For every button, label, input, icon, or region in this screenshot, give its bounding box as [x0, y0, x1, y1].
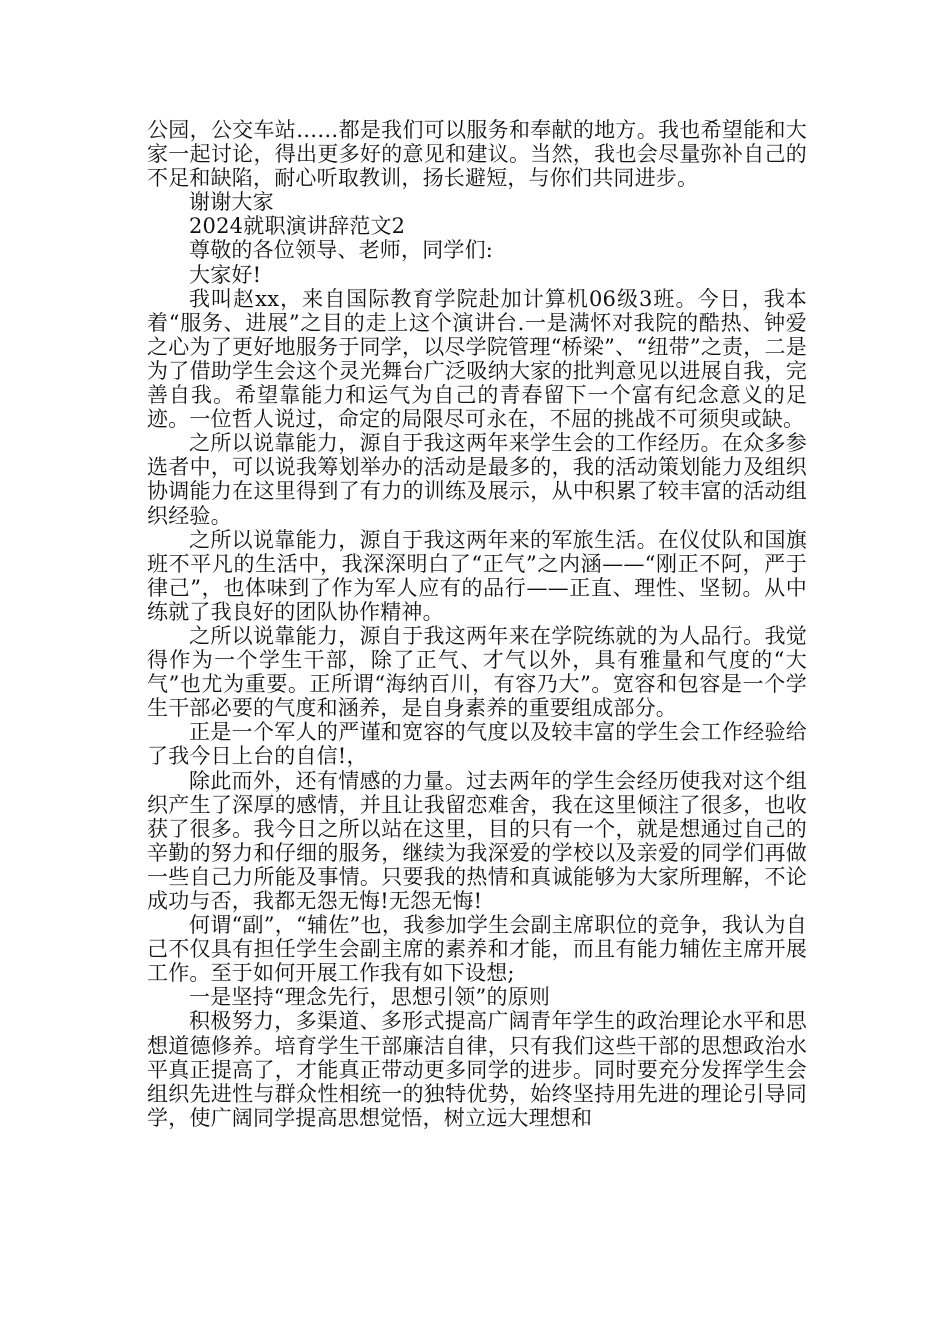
section-heading: 2024就职演讲辞范文2	[189, 214, 406, 239]
document-body	[147, 118, 807, 1130]
paragraph-confidence: 正是一个军人的严谨和宽容的气度以及较丰富的学生会工作经验给了我今日上台的自信!，	[147, 720, 807, 769]
paragraph-greeting: 大家好!	[189, 262, 262, 287]
paragraph-continuation: 公园，公交车站……都是我们可以服务和奉献的地方。我也希望能和大家一起讨论，得出更多好的意见和建议。当然，我也会尽量弥补自己的不足和缺陷，耐心听取教训，扬长避短，与你们共同进步。	[147, 118, 807, 191]
paragraph-vice-chair: 何谓“副”，“辅佐”也，我参加学生会副主席职位的竞争，我认为自己不仅具有担任学生会副主席的素养和才能，而且有能力辅佐主席开展工作。至于如何开展工作我有如下设想;	[147, 913, 807, 986]
paragraph-ability-character: 之所以说靠能力，源自于我这两年来在学院练就的为人品行。我觉得作为一个学生干部，除了正气、才气以外，具有雅量和气度的“大气”也尤为重要。正所谓“海纳百川，有容乃大”。宽容和包容是一个学生干部必要的气度和涵养，是自身素养的重要组成部分。	[147, 623, 807, 721]
paragraph-thanks: 谢谢大家	[189, 190, 274, 215]
paragraph-principle-one: 一是坚持“理念先行，思想引领”的原则	[189, 985, 551, 1010]
paragraph-efforts: 积极努力，多渠道、多形式提高广阔青年学生的政治理论水平和思想道德修养。培育学生干部廉洁自律，只有我们这些干部的思想政治水平真正提高了，才能真正带动更多同学的进步。同时要充分发挥学生会组织先进性与群众性相统一的独特优势，始终坚持用先进的理论引导同学，使广阔同学提高思想觉悟，树立远大理想和	[147, 1009, 807, 1130]
paragraph-ability-military: 之所以说靠能力，源自于我这两年来的军旅生活。在仪仗队和国旗班不平凡的生活中，我深深明白了“正气”之内涵——“刚正不阿，严于律己”，也体味到了作为军人应有的品行——正直、理性、坚韧。从中练就了我良好的团队协作精神。	[147, 527, 807, 624]
paragraph-ability-work: 之所以说靠能力，源自于我这两年来学生会的工作经历。在众多参选者中，可以说我筹划举办的活动是最多的，我的活动策划能力及组织协调能力在这里得到了有力的训练及展示，从中积累了较丰富的活动组织经验。	[147, 431, 807, 528]
paragraph-introduction: 我叫赵xx，来自国际教育学院赴加计算机06级3班。今日，我本着“服务、进展”之目的走上这个演讲台.一是满怀对我院的酷热、钟爱之心为了更好地服务于同学，以尽学院管理“桥梁”、“纽带”之责，二是为了借助学生会这个灵光舞台广泛吸纳大家的批判意见以进展自我，完善自我。希望靠能力和运气为自己的青春留下一个富有纪念意义的足迹。一位哲人说过，命定的局限尽可永在，不屈的挑战不可须臾或缺。	[147, 286, 807, 432]
paragraph-emotion: 除此而外，还有情感的力量。过去两年的学生会经历使我对这个组织产生了深厚的感情，并且让我留恋难舍，我在这里倾注了很多，也收获了很多。我今日之所以站在这里，目的只有一个，就是想通过自己的辛勤的努力和仔细的服务，继续为我深爱的学校以及亲爱的同学们再做一些自己力所能及事情。只要我的热情和真诚能够为大家所理解，不论成功与否，我都无怨无悔!无怨无悔!	[147, 768, 807, 913]
paragraph-salutation: 尊敬的各位领导、老师，同学们:	[189, 238, 494, 263]
